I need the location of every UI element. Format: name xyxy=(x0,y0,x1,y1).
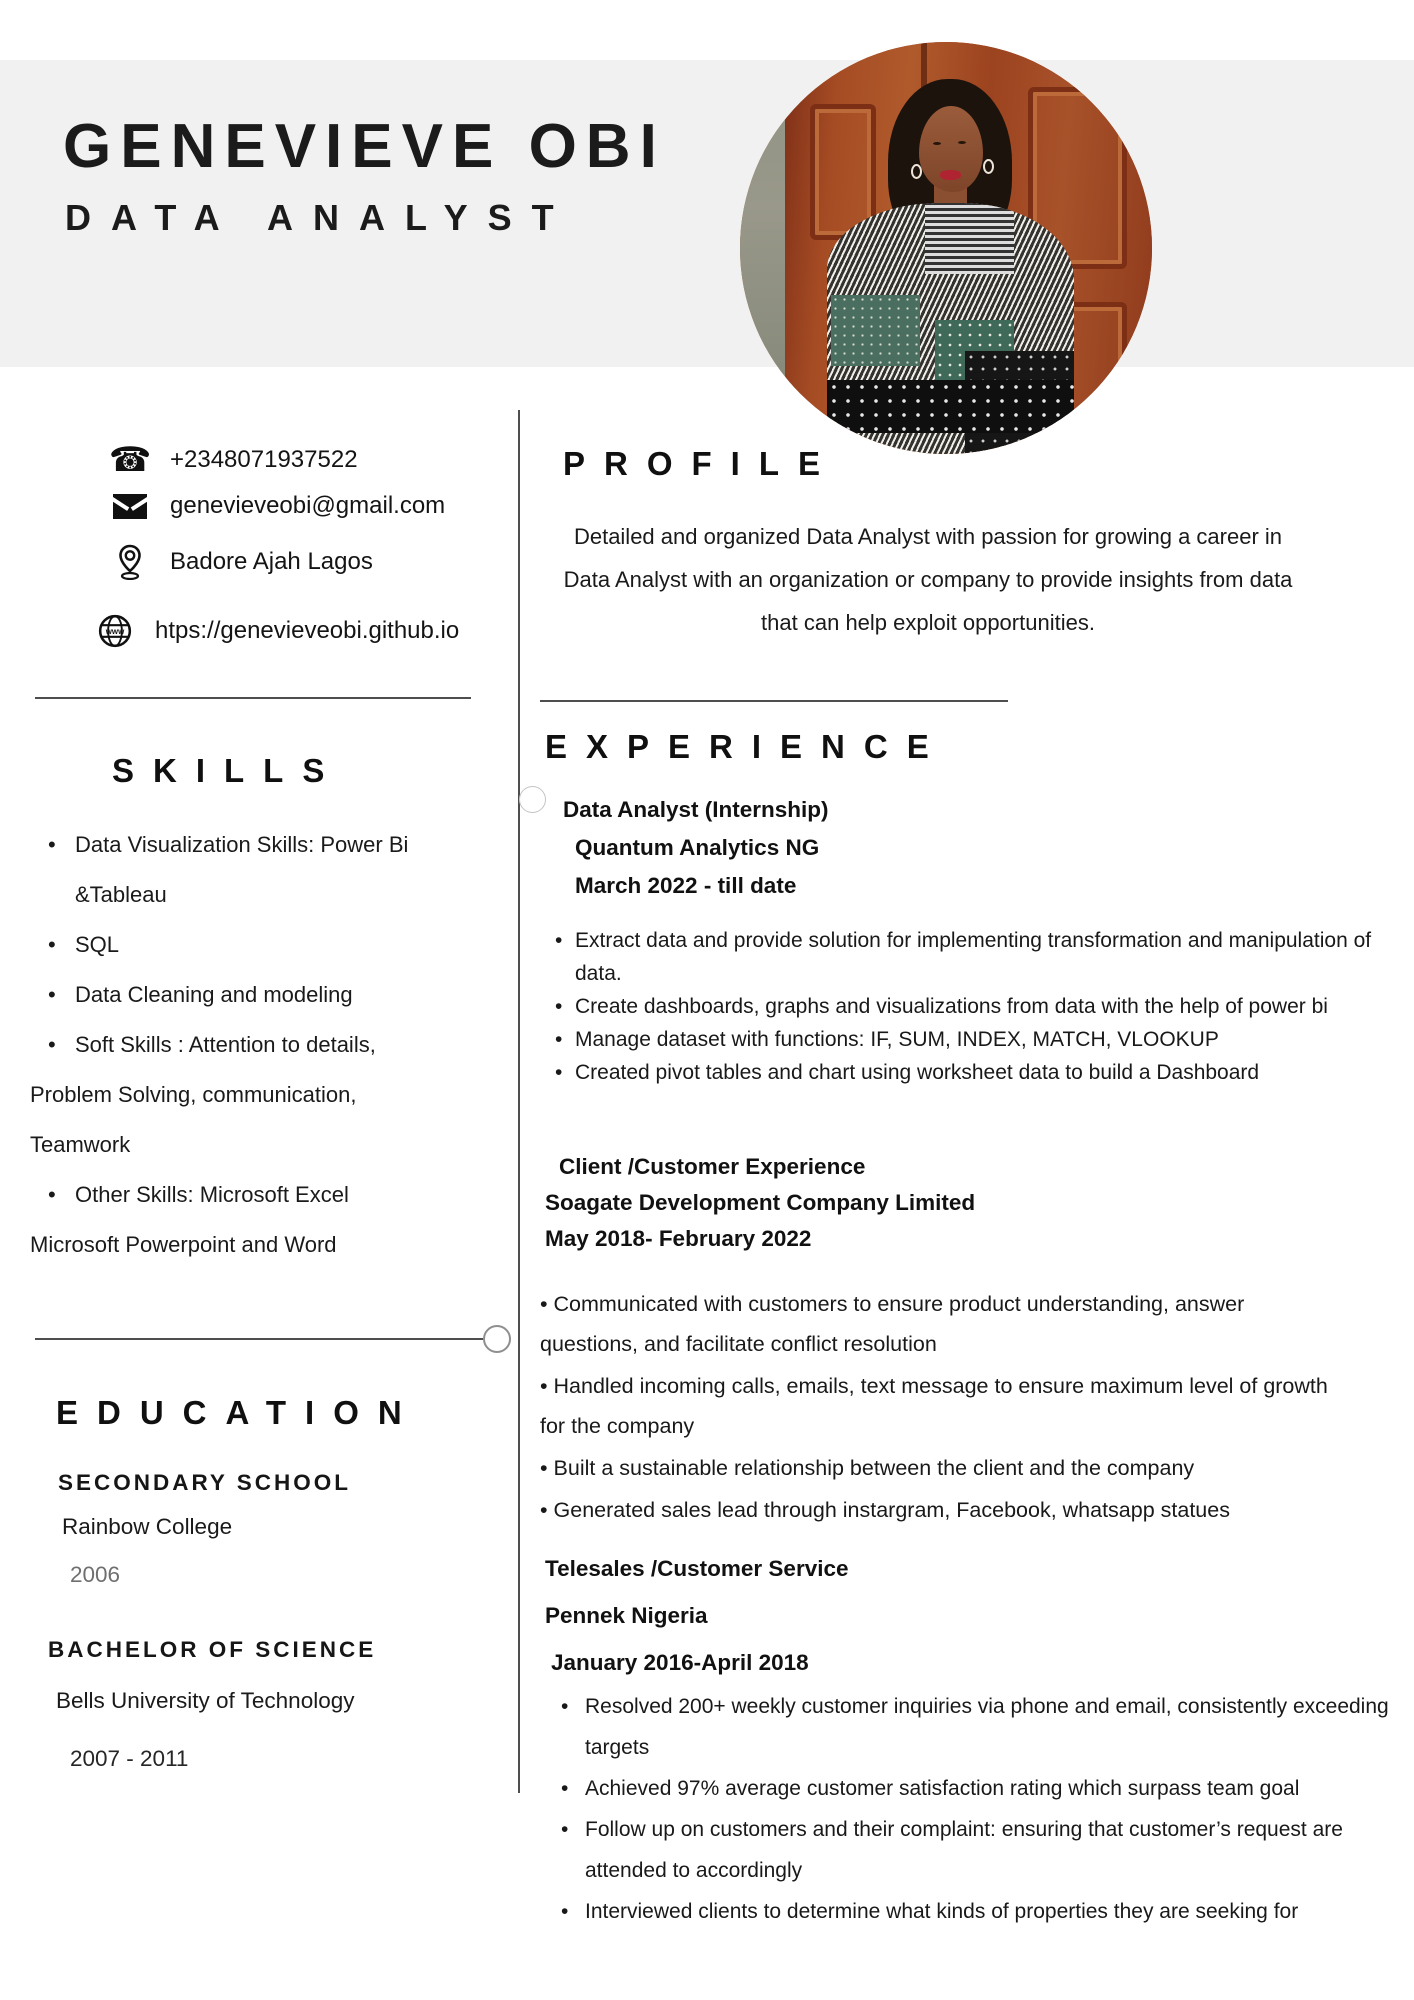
skill-line: • Other Skills: Microsoft Excel xyxy=(30,1170,476,1220)
right-divider-top xyxy=(540,700,1008,702)
education-school: Bells University of Technology xyxy=(56,1688,355,1713)
skill-line: Teamwork xyxy=(30,1132,131,1157)
contact-website-value: htps://genevieveobi.github.io xyxy=(155,617,460,644)
job-bullet: • Created pivot tables and chart using worksheet data to build a Dashboard xyxy=(545,1056,1414,1089)
job-bullet-list xyxy=(540,1284,1340,1532)
email-icon xyxy=(113,494,147,519)
photo-lips xyxy=(940,170,961,180)
jacket-striped-patch xyxy=(925,203,1014,275)
job-title: Data Analyst (Internship) xyxy=(563,797,829,822)
left-divider-education xyxy=(35,1338,483,1340)
job-bullet: • Manage dataset with functions: IF, SUM, INDEX, MATCH, VLOOKUP xyxy=(545,1023,1390,1056)
globe-www-icon xyxy=(97,613,133,649)
contact-location-row xyxy=(108,544,373,580)
job-bullet-list xyxy=(545,1686,1405,1932)
skill-line: Problem Solving, communication, xyxy=(30,1082,357,1107)
job-bullet: • Communicated with customers to ensure product understanding, answer questions, and facilitate conflict resolution xyxy=(540,1284,1340,1364)
job-dates: March 2022 - till date xyxy=(575,873,797,898)
contact-phone-row xyxy=(108,440,358,480)
skills-heading: SKILLS xyxy=(112,752,344,789)
left-divider-top xyxy=(35,697,471,699)
photo-belt xyxy=(827,380,1074,434)
person-title: DATA ANALYST xyxy=(65,197,574,238)
skill-line: • Data Visualization Skills: Power Bi xyxy=(30,820,476,870)
job-bullet: • Achieved 97% average customer satisfaction rating which surpass team goal xyxy=(545,1768,1405,1809)
job-bullet: • Generated sales lead through instargram, Facebook, whatsapp statues xyxy=(540,1490,1340,1530)
jacket-teal-patch xyxy=(831,295,920,367)
education-dates: 2007 - 2011 xyxy=(70,1746,189,1771)
job-bullet: • Built a sustainable relationship between the client and the company xyxy=(540,1448,1340,1488)
divider-end-circle xyxy=(483,1325,511,1353)
contact-email-row xyxy=(108,492,445,520)
job-header xyxy=(545,1545,849,1686)
skill-line: Microsoft Powerpoint and Word xyxy=(30,1232,337,1257)
contact-location-value: Badore Ajah Lagos xyxy=(170,548,373,575)
job-bullet: • Interviewed clients to determine what kinds of properties they are seeking for xyxy=(545,1891,1414,1932)
job-title: Client /Customer Experience xyxy=(559,1154,866,1179)
education-dates: 2006 xyxy=(70,1562,121,1587)
profile-heading: PROFILE xyxy=(563,445,840,482)
job-header xyxy=(545,1149,975,1257)
contact-email-value: genevieveobi@gmail.com xyxy=(170,492,446,519)
skill-line: • Data Cleaning and modeling xyxy=(30,970,476,1020)
profile-photo xyxy=(740,42,1152,454)
skill-line: &Tableau xyxy=(75,882,167,907)
job-bullet: • Resolved 200+ weekly customer inquiries via phone and email, consistently exceeding targets xyxy=(545,1686,1405,1768)
skill-line: • Soft Skills : Attention to details, xyxy=(30,1020,476,1070)
education-heading: EDUCATION xyxy=(56,1394,421,1431)
profile-text: Detailed and organized Data Analyst with passion for growing a career in Data Analyst with an organization or company to provide insights from data that can help exploit opportunities. xyxy=(563,524,1293,635)
job-bullet: • Create dashboards, graphs and visualizations from data with the help of power bi xyxy=(545,990,1390,1023)
education-school: Rainbow College xyxy=(62,1514,233,1539)
job-header xyxy=(563,791,828,905)
experience-timeline-ring xyxy=(519,786,546,813)
skills-list xyxy=(30,820,476,1270)
job-dates: January 2016-April 2018 xyxy=(551,1650,809,1675)
job-bullet: • Extract data and provide solution for implementing transformation and manipulation of data. xyxy=(545,924,1390,990)
vertical-divider xyxy=(518,410,520,1793)
contact-website-row xyxy=(93,613,459,649)
location-pin-icon xyxy=(115,544,145,580)
job-title: Telesales /Customer Service xyxy=(545,1556,849,1581)
skill-line: • SQL xyxy=(30,920,476,970)
contact-phone-value: +2348071937522 xyxy=(170,446,358,473)
education-level: SECONDARY SCHOOL xyxy=(58,1470,352,1495)
job-company: Pennek Nigeria xyxy=(545,1603,708,1628)
experience-heading: EXPERIENCE xyxy=(545,728,948,765)
job-bullet-list xyxy=(545,924,1390,1089)
job-company: Soagate Development Company Limited xyxy=(545,1190,976,1215)
education-level: BACHELOR OF SCIENCE xyxy=(48,1637,377,1662)
job-dates: May 2018- February 2022 xyxy=(545,1226,812,1251)
job-bullet: • Follow up on customers and their complaint: ensuring that customer’s request are attended to accordingly xyxy=(545,1809,1405,1891)
phone-icon: ☎ xyxy=(108,440,152,480)
svg-text:www: www xyxy=(105,627,125,637)
job-bullet: • Handled incoming calls, emails, text message to ensure maximum level of growth for the company xyxy=(540,1366,1340,1446)
person-name: GENEVIEVE OBI xyxy=(63,112,666,181)
job-company: Quantum Analytics NG xyxy=(575,835,820,860)
